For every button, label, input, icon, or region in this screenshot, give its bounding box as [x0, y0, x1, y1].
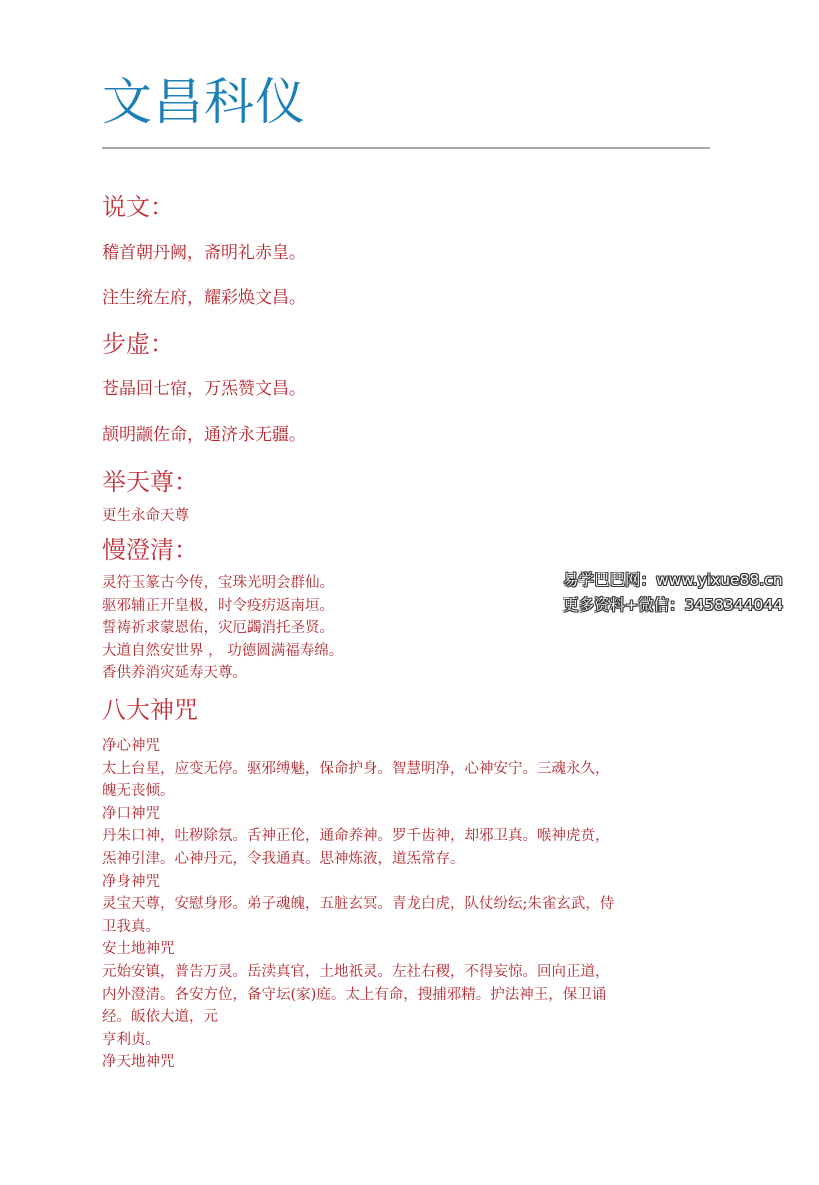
- verse-line: 注生统左府，耀彩焕文昌。: [102, 288, 306, 308]
- badashenzhou-text: [102, 735, 714, 1074]
- text-line: 灵符玉篆古今传，宝珠光明会群仙。: [102, 575, 334, 591]
- text-line: 内外澄清。各安方位，备守坛(家)庭。太上有命，搜捕邪精。护法神王，保卫诵: [102, 986, 607, 1003]
- mantra-title: 净天地神咒: [102, 1054, 175, 1071]
- heading-jutianzun: 举天尊：: [102, 468, 198, 496]
- text-line: 灵宝天尊，安慰身形。弟子魂魄，五脏玄冥。青龙白虎，队仗纷纭;朱雀玄武，侍: [102, 896, 615, 913]
- watermark-line: 易学巴巴网：www.yixue88.cn: [563, 571, 783, 589]
- text-line: 更生永命天尊: [102, 508, 189, 524]
- text-line: 驱邪辅正开皇极，时令疫疠返南垣。: [102, 597, 334, 614]
- text-line: 魄无丧倾。: [102, 783, 175, 800]
- heading-badashenzhou: 八大神咒: [102, 696, 198, 724]
- text-line: 元始安镇，普告万灵。岳渎真官，土地祇灵。左社右稷，不得妄惊。回向正道，: [102, 963, 610, 980]
- text-line: 经。皈依大道，元: [102, 1009, 218, 1026]
- mantra-title: 安土地神咒: [102, 941, 175, 958]
- text-line: 誓祷祈求蒙恩佑，灾厄蠲消托圣贤。: [102, 620, 334, 637]
- heading-shuowen: 说文：: [102, 193, 174, 221]
- text-line: 亨利贞。: [102, 1031, 160, 1048]
- text-line: 炁神引津。心神丹元，令我通真。思神炼液，道炁常存。: [102, 850, 465, 867]
- text-line: 大道自然安世界 ， 功德圆满福寿绵。: [102, 642, 344, 659]
- document-title: 文昌科仪: [102, 73, 306, 131]
- text-line: 太上台星，应变无停。驱邪缚魅，保命护身。智慧明净，心神安宁。三魂永久，: [102, 760, 610, 777]
- text-line: 卫我真。: [102, 918, 160, 935]
- title-divider: [102, 147, 710, 149]
- mantra-title: 净身神咒: [102, 873, 160, 890]
- text-line: 丹朱口神，吐秽除氛。舌神正伦，通命养神。罗千齿神，却邪卫真。喉神虎贲，: [102, 828, 610, 845]
- text-line: 香供养消灾延寿天尊。: [102, 665, 247, 682]
- watermark-line: 更多资料+微信：3458344044: [563, 596, 784, 614]
- jutianzun-text: [102, 505, 714, 528]
- mantra-title: 净口神咒: [102, 805, 160, 822]
- verse-line: 苍晶回七宿，万炁赞文昌。: [102, 379, 306, 399]
- verse-line: 颉明颛佐命，通济永无疆。: [102, 425, 306, 445]
- heading-manchengqing: 慢澄清：: [102, 536, 198, 564]
- mantra-title: 净心神咒: [102, 738, 160, 754]
- verse-line: 稽首朝丹阙，斋明礼赤皇。: [102, 243, 306, 263]
- heading-buxu: 步虚：: [102, 330, 174, 358]
- watermark: [563, 568, 813, 618]
